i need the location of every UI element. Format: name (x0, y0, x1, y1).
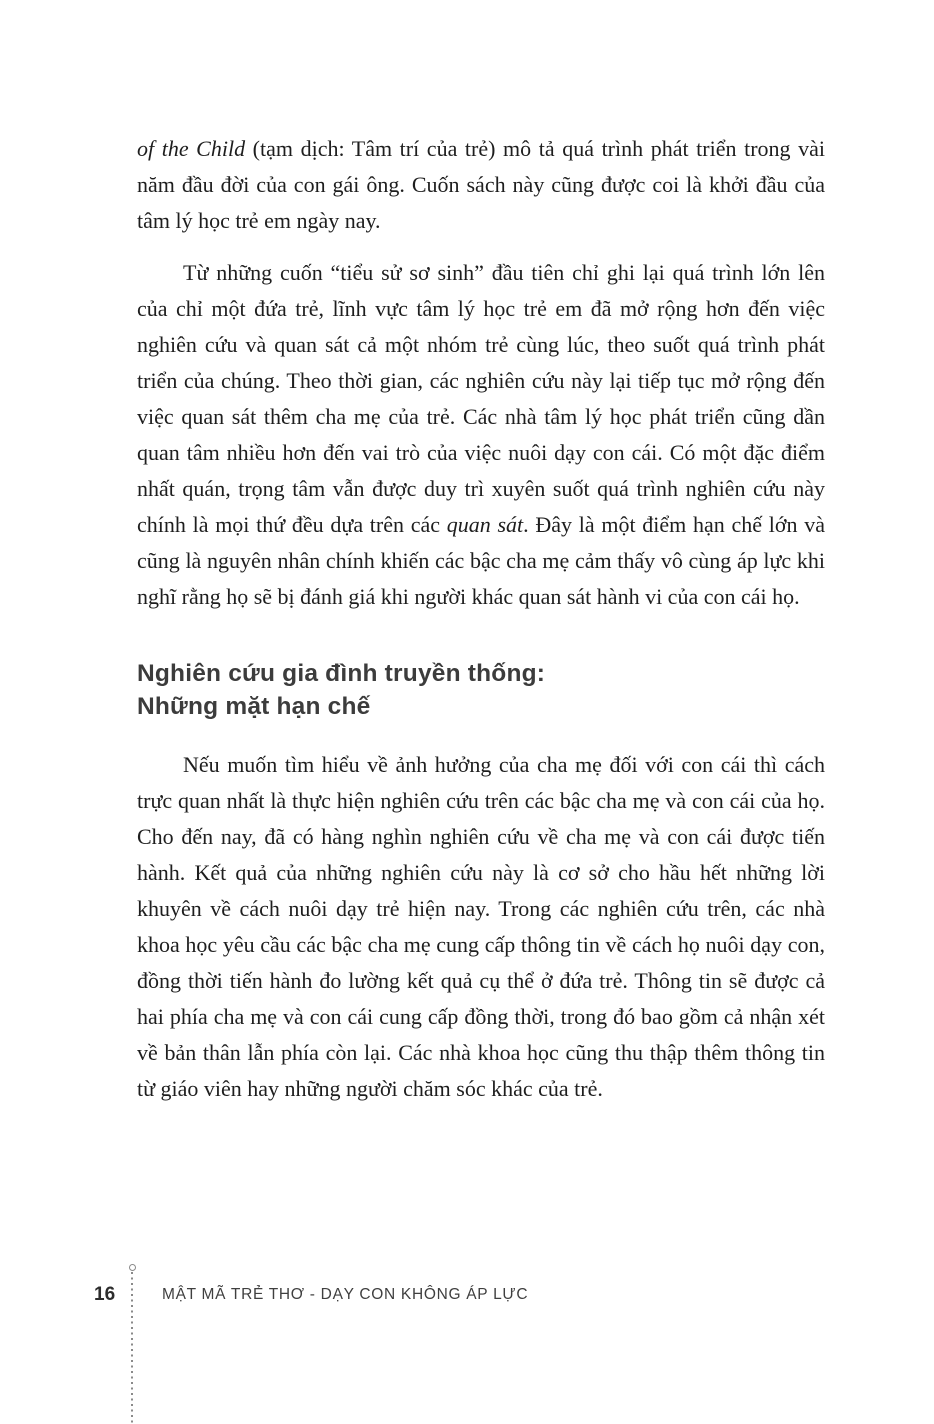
paragraph: Nếu muốn tìm hiểu về ảnh hưởng của cha mẹ đối với con cái thì cách trực quan nhất là thực hiện nghiên cứu trên các bậc cha mẹ và con cái của họ. Cho đến nay, đã có hàng nghìn nghiên cứu về cha mẹ và con cái được tiến hành. Kết quả của những nghiên cứu này là cơ sở cho hầu hết những lời khuyên về cách nuôi dạy trẻ hiện nay. Trong các nghiên cứu trên, các nhà khoa học yêu cầu các bậc cha mẹ cung cấp thông tin về cách họ nuôi dạy con, đồng thời tiến hành đo lường kết quả cụ thể ở đứa trẻ. Thông tin sẽ được cả hai phía cha mẹ và con cái cung cấp đồng thời, trong đó bao gồm cả nhận xét về bản thân lẫn phía còn lại. Các nhà khoa học cũng thu thập thêm thông tin từ giáo viên hay những người chăm sóc khác của trẻ. (137, 752, 825, 1101)
section-heading-line-1: Nghiên cứu gia đình truyền thống: (137, 660, 546, 687)
running-footer-title: MẬT MÃ TRẺ THƠ - DẠY CON KHÔNG ÁP LỰC (162, 1286, 529, 1303)
paragraph-text: . Đây là một điểm hạn chế lớn và cũng là nguyên nhân chính khiến các bậc cha mẹ cảm thấy vô cùng áp lực khi nghĩ rằng họ sẽ bị đánh giá khi người khác quan sát hành vi của con cái họ. (137, 512, 825, 609)
italic-book-title: of the Child (137, 136, 246, 161)
page-content (137, 131, 825, 1123)
page-number: 16 (94, 1284, 116, 1305)
decorative-dotted-line (131, 1272, 133, 1424)
section-heading-line-2: Những mặt hạn chế (137, 693, 371, 720)
paragraph (137, 255, 825, 615)
italic-emphasis: quan sát (446, 512, 524, 537)
paragraph-text: Từ những cuốn “tiểu sử sơ sinh” đầu tiên chỉ ghi lại quá trình lớn lên của chỉ một đứa trẻ, lĩnh vực tâm lý học trẻ em đã mở rộng hơn đến việc nghiên cứu và quan sát cả một nhóm trẻ cùng lúc, theo suốt quá trình phát triển của chúng. Theo thời gian, các nghiên cứu này lại tiếp tục mở rộng đến việc quan sát thêm cha mẹ của trẻ. Các nhà tâm lý học phát triển cũng dần quan tâm nhiều hơn đến vai trò của việc nuôi dạy con cái. Có một đặc điểm nhất quán, trọng tâm vẫn được duy trì xuyên suốt quá trình nghiên cứu này chính là mọi thứ đều dựa trên các (137, 260, 825, 537)
paragraph (137, 131, 825, 239)
paragraph-text: (tạm dịch: Tâm trí của trẻ) mô tả quá trình phát triển trong vài năm đầu đời của con gái ông. Cuốn sách này cũng được coi là khởi đầu của tâm lý học trẻ em ngày nay. (137, 136, 825, 233)
section-heading (137, 657, 825, 723)
page-footer (94, 1284, 528, 1306)
